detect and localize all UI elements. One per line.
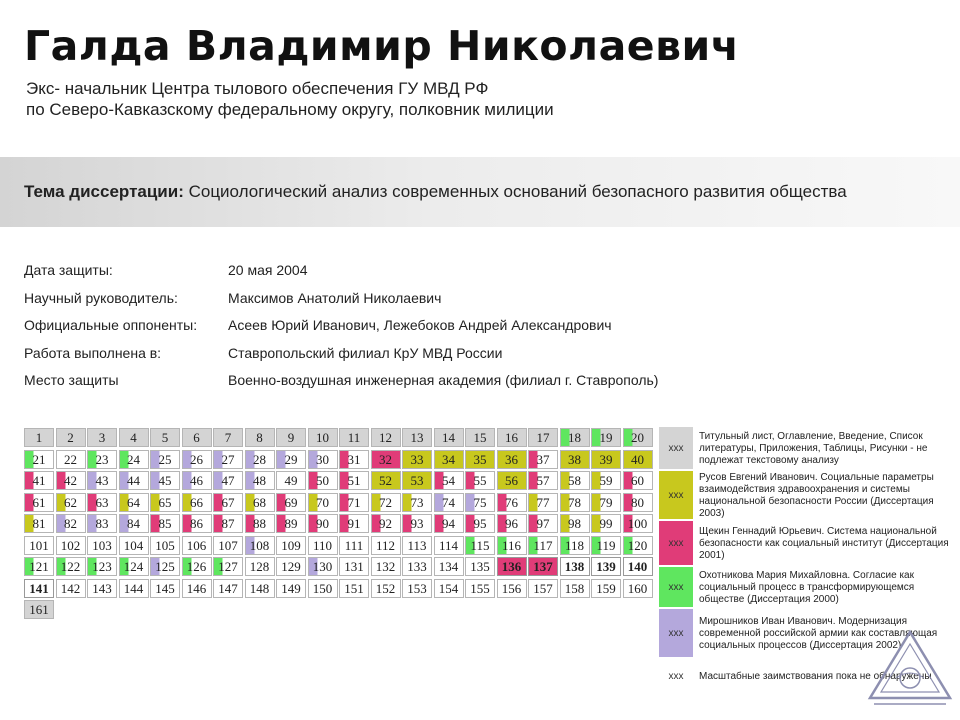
page-cell: 94 xyxy=(434,514,464,533)
position-line-2: по Северо-Кавказскому федеральному округу, полковник милиции xyxy=(26,100,554,119)
page-cell: 146 xyxy=(182,579,212,598)
page-cell: 10 xyxy=(308,428,338,447)
page-cell: 60 xyxy=(623,471,653,490)
page-cell: 101 xyxy=(24,536,54,555)
page-cell: 17 xyxy=(528,428,558,447)
page-cell: 14 xyxy=(434,428,464,447)
page-cell: 90 xyxy=(308,514,338,533)
page-cell: 46 xyxy=(182,471,212,490)
page-cell: 53 xyxy=(402,471,432,490)
page-cell: 137 xyxy=(528,557,558,576)
page-cell: 64 xyxy=(119,493,149,512)
page-cell: 23 xyxy=(87,450,117,469)
info-value: Ставропольский филиал КрУ МВД России xyxy=(228,344,503,361)
page-cell: 33 xyxy=(402,450,432,469)
page-cell: 133 xyxy=(402,557,432,576)
page-cell: 86 xyxy=(182,514,212,533)
page-cell: 57 xyxy=(528,471,558,490)
page-cell: 141 xyxy=(24,579,54,598)
page-cell: 15 xyxy=(465,428,495,447)
page-cell: 2 xyxy=(56,428,86,447)
page-cell: 102 xyxy=(56,536,86,555)
page-cell: 40 xyxy=(623,450,653,469)
page-cell: 77 xyxy=(528,493,558,512)
page-cell: 59 xyxy=(591,471,621,490)
page-cell: 92 xyxy=(371,514,401,533)
person-name: Галда Владимир Николаевич xyxy=(24,22,740,70)
page-cell: 123 xyxy=(87,557,117,576)
page-cell: 95 xyxy=(465,514,495,533)
page-cell: 39 xyxy=(591,450,621,469)
topic-label: Тема диссертации: xyxy=(24,182,184,201)
page-cell: 107 xyxy=(213,536,243,555)
page-cell: 38 xyxy=(560,450,590,469)
page-cell: 89 xyxy=(276,514,306,533)
page-cell: 120 xyxy=(623,536,653,555)
page-cell: 130 xyxy=(308,557,338,576)
page-cell: 51 xyxy=(339,471,369,490)
page-cell: 11 xyxy=(339,428,369,447)
page-cell: 16 xyxy=(497,428,527,447)
page-cell: 19 xyxy=(591,428,621,447)
page-cell: 35 xyxy=(465,450,495,469)
page-cell: 150 xyxy=(308,579,338,598)
legend-swatch: xxx xyxy=(659,659,693,693)
legend-swatch: xxx xyxy=(659,427,693,469)
watermark-seal-icon xyxy=(866,628,954,714)
page-cell: 103 xyxy=(87,536,117,555)
page-cell: 115 xyxy=(465,536,495,555)
page-cell: 62 xyxy=(56,493,86,512)
page-cell: 20 xyxy=(623,428,653,447)
page-cell: 135 xyxy=(465,557,495,576)
page-cell: 26 xyxy=(182,450,212,469)
page-cell: 145 xyxy=(150,579,180,598)
page-cell: 56 xyxy=(497,471,527,490)
page-cell: 82 xyxy=(56,514,86,533)
page-cell: 30 xyxy=(308,450,338,469)
page-cell: 21 xyxy=(24,450,54,469)
page-cell: 79 xyxy=(591,493,621,512)
page-cell: 143 xyxy=(87,579,117,598)
page-cell: 61 xyxy=(24,493,54,512)
page-cell: 73 xyxy=(402,493,432,512)
page-cell: 83 xyxy=(87,514,117,533)
dissertation-topic xyxy=(24,182,847,202)
legend-text: Охотникова Мария Михайловна. Согласие как социальный процесс в трансформирующемся обществе (Диссертация 2000) xyxy=(699,570,915,605)
page-cell: 117 xyxy=(528,536,558,555)
legend-item xyxy=(659,521,949,567)
page-cell: 97 xyxy=(528,514,558,533)
page-cell: 6 xyxy=(182,428,212,447)
page-cell: 67 xyxy=(213,493,243,512)
page-cell: 7 xyxy=(213,428,243,447)
page-cell: 131 xyxy=(339,557,369,576)
info-label: Дата защиты: xyxy=(24,262,113,278)
position-line-1: Экс- начальник Центра тылового обеспечения ГУ МВД РФ xyxy=(26,79,489,98)
page-cell: 124 xyxy=(119,557,149,576)
page-cell: 76 xyxy=(497,493,527,512)
page-cell: 71 xyxy=(339,493,369,512)
page-cell: 88 xyxy=(245,514,275,533)
page-cell: 55 xyxy=(465,471,495,490)
topic-text: Социологический анализ современных оснований безопасного развития общества xyxy=(188,182,847,201)
page-cell: 8 xyxy=(245,428,275,447)
page-cell: 29 xyxy=(276,450,306,469)
page-cell: 147 xyxy=(213,579,243,598)
page-cell: 68 xyxy=(245,493,275,512)
page-cell: 127 xyxy=(213,557,243,576)
page-cell: 99 xyxy=(591,514,621,533)
page-cell: 5 xyxy=(150,428,180,447)
page-cell: 18 xyxy=(560,428,590,447)
page-cell: 155 xyxy=(465,579,495,598)
legend-item xyxy=(659,471,949,521)
page-cell: 152 xyxy=(371,579,401,598)
page-cell: 132 xyxy=(371,557,401,576)
page-cell: 3 xyxy=(87,428,117,447)
page-cell: 27 xyxy=(213,450,243,469)
page-cell: 36 xyxy=(497,450,527,469)
page-cell: 154 xyxy=(434,579,464,598)
page-cell: 98 xyxy=(560,514,590,533)
info-value: Максимов Анатолий Николаевич xyxy=(228,289,442,306)
page-cell: 104 xyxy=(119,536,149,555)
legend-text: Масштабные заимствования пока не обнаружены xyxy=(699,671,932,682)
page-cell: 149 xyxy=(276,579,306,598)
page-cell: 100 xyxy=(623,514,653,533)
page-cell: 52 xyxy=(371,471,401,490)
page-cell: 9 xyxy=(276,428,306,447)
page-cell: 113 xyxy=(402,536,432,555)
page-cell: 87 xyxy=(213,514,243,533)
legend-text: Мирошников Иван Иванович. Модернизация современной российской армии как составляющая социальных процессов (Диссертация 2002) xyxy=(699,616,938,651)
page-cell: 28 xyxy=(245,450,275,469)
page-cell: 156 xyxy=(497,579,527,598)
page-cell: 84 xyxy=(119,514,149,533)
legend-item xyxy=(659,567,949,609)
page-cell: 105 xyxy=(150,536,180,555)
legend-item xyxy=(659,427,949,471)
page-cell: 43 xyxy=(87,471,117,490)
page-cell: 122 xyxy=(56,557,86,576)
page-cell: 58 xyxy=(560,471,590,490)
position-block xyxy=(26,78,554,120)
page-cell: 119 xyxy=(591,536,621,555)
page-cell: 22 xyxy=(56,450,86,469)
legend-text: Титульный лист, Оглавление, Введение, Список литературы, Приложения, Таблицы, Рисунки - не подлежат текстовому анализу xyxy=(699,431,928,466)
page-cell: 139 xyxy=(591,557,621,576)
page-cell: 45 xyxy=(150,471,180,490)
page-cell: 110 xyxy=(308,536,338,555)
page-cell: 148 xyxy=(245,579,275,598)
info-value: Военно-воздушная инженерная академия (филиал г. Ставрополь) xyxy=(228,372,659,388)
page-cell: 49 xyxy=(276,471,306,490)
page-cell: 126 xyxy=(182,557,212,576)
info-label: Место защиты xyxy=(24,372,119,388)
page-cell: 112 xyxy=(371,536,401,555)
page-cell: 114 xyxy=(434,536,464,555)
page-cell: 96 xyxy=(497,514,527,533)
page-cell: 140 xyxy=(623,557,653,576)
legend-swatch: xxx xyxy=(659,471,693,519)
page-cell: 93 xyxy=(402,514,432,533)
page-cell: 109 xyxy=(276,536,306,555)
page-cell: 66 xyxy=(182,493,212,512)
page-cell: 50 xyxy=(308,471,338,490)
page-cell: 158 xyxy=(560,579,590,598)
page-cell: 116 xyxy=(497,536,527,555)
page-cell: 129 xyxy=(276,557,306,576)
page-cell: 151 xyxy=(339,579,369,598)
page-cell: 42 xyxy=(56,471,86,490)
page-cell: 32 xyxy=(371,450,401,469)
page-cell: 159 xyxy=(591,579,621,598)
page-cell: 157 xyxy=(528,579,558,598)
info-value: 20 мая 2004 xyxy=(228,262,308,278)
page-cell: 106 xyxy=(182,536,212,555)
page-cell: 25 xyxy=(150,450,180,469)
legend-swatch: xxx xyxy=(659,567,693,607)
page-cell: 24 xyxy=(119,450,149,469)
legend-swatch: xxx xyxy=(659,609,693,657)
page-cell: 138 xyxy=(560,557,590,576)
page-cell: 134 xyxy=(434,557,464,576)
page-cell: 4 xyxy=(119,428,149,447)
page-cell: 44 xyxy=(119,471,149,490)
page-cell: 91 xyxy=(339,514,369,533)
page-cell: 74 xyxy=(434,493,464,512)
page-cell: 161 xyxy=(24,600,54,619)
page-cell: 70 xyxy=(308,493,338,512)
page-cell: 85 xyxy=(150,514,180,533)
page-cell: 144 xyxy=(119,579,149,598)
page-cell: 128 xyxy=(245,557,275,576)
page-cell: 80 xyxy=(623,493,653,512)
page-cell: 54 xyxy=(434,471,464,490)
page-cell: 48 xyxy=(245,471,275,490)
page-cell: 13 xyxy=(402,428,432,447)
page-cell: 125 xyxy=(150,557,180,576)
page-cell: 78 xyxy=(560,493,590,512)
info-value: Асеев Юрий Иванович, Лежебоков Андрей Александрович xyxy=(228,317,612,333)
page-cell: 12 xyxy=(371,428,401,447)
page-cell: 41 xyxy=(24,471,54,490)
legend-swatch: xxx xyxy=(659,521,693,565)
info-label: Работа выполнена в: xyxy=(24,344,162,361)
page-cell: 72 xyxy=(371,493,401,512)
info-label: Научный руководитель: xyxy=(24,289,178,306)
page-cell: 160 xyxy=(623,579,653,598)
page-cell: 111 xyxy=(339,536,369,555)
page-cell: 69 xyxy=(276,493,306,512)
legend-text: Щекин Геннадий Юрьевич. Система национальной безопасности как социальный институт (Диссертация 2001) xyxy=(699,526,949,561)
page-cell: 65 xyxy=(150,493,180,512)
page-cell: 121 xyxy=(24,557,54,576)
page-cell: 37 xyxy=(528,450,558,469)
page-cell: 142 xyxy=(56,579,86,598)
page-cell: 108 xyxy=(245,536,275,555)
legend-text: Русов Евгений Иванович. Социальные параметры взаимодействия здравоохранения и системы национальной безопасности России (Диссертация 2003) xyxy=(699,472,934,519)
page-cell: 118 xyxy=(560,536,590,555)
page-cell: 63 xyxy=(87,493,117,512)
page-cell: 34 xyxy=(434,450,464,469)
page-cell: 136 xyxy=(497,557,527,576)
page-cell: 1 xyxy=(24,428,54,447)
info-label: Официальные оппоненты: xyxy=(24,317,198,333)
page-cell: 153 xyxy=(402,579,432,598)
page-cell: 31 xyxy=(339,450,369,469)
page-cell: 81 xyxy=(24,514,54,533)
page-cell: 75 xyxy=(465,493,495,512)
page-cell: 47 xyxy=(213,471,243,490)
